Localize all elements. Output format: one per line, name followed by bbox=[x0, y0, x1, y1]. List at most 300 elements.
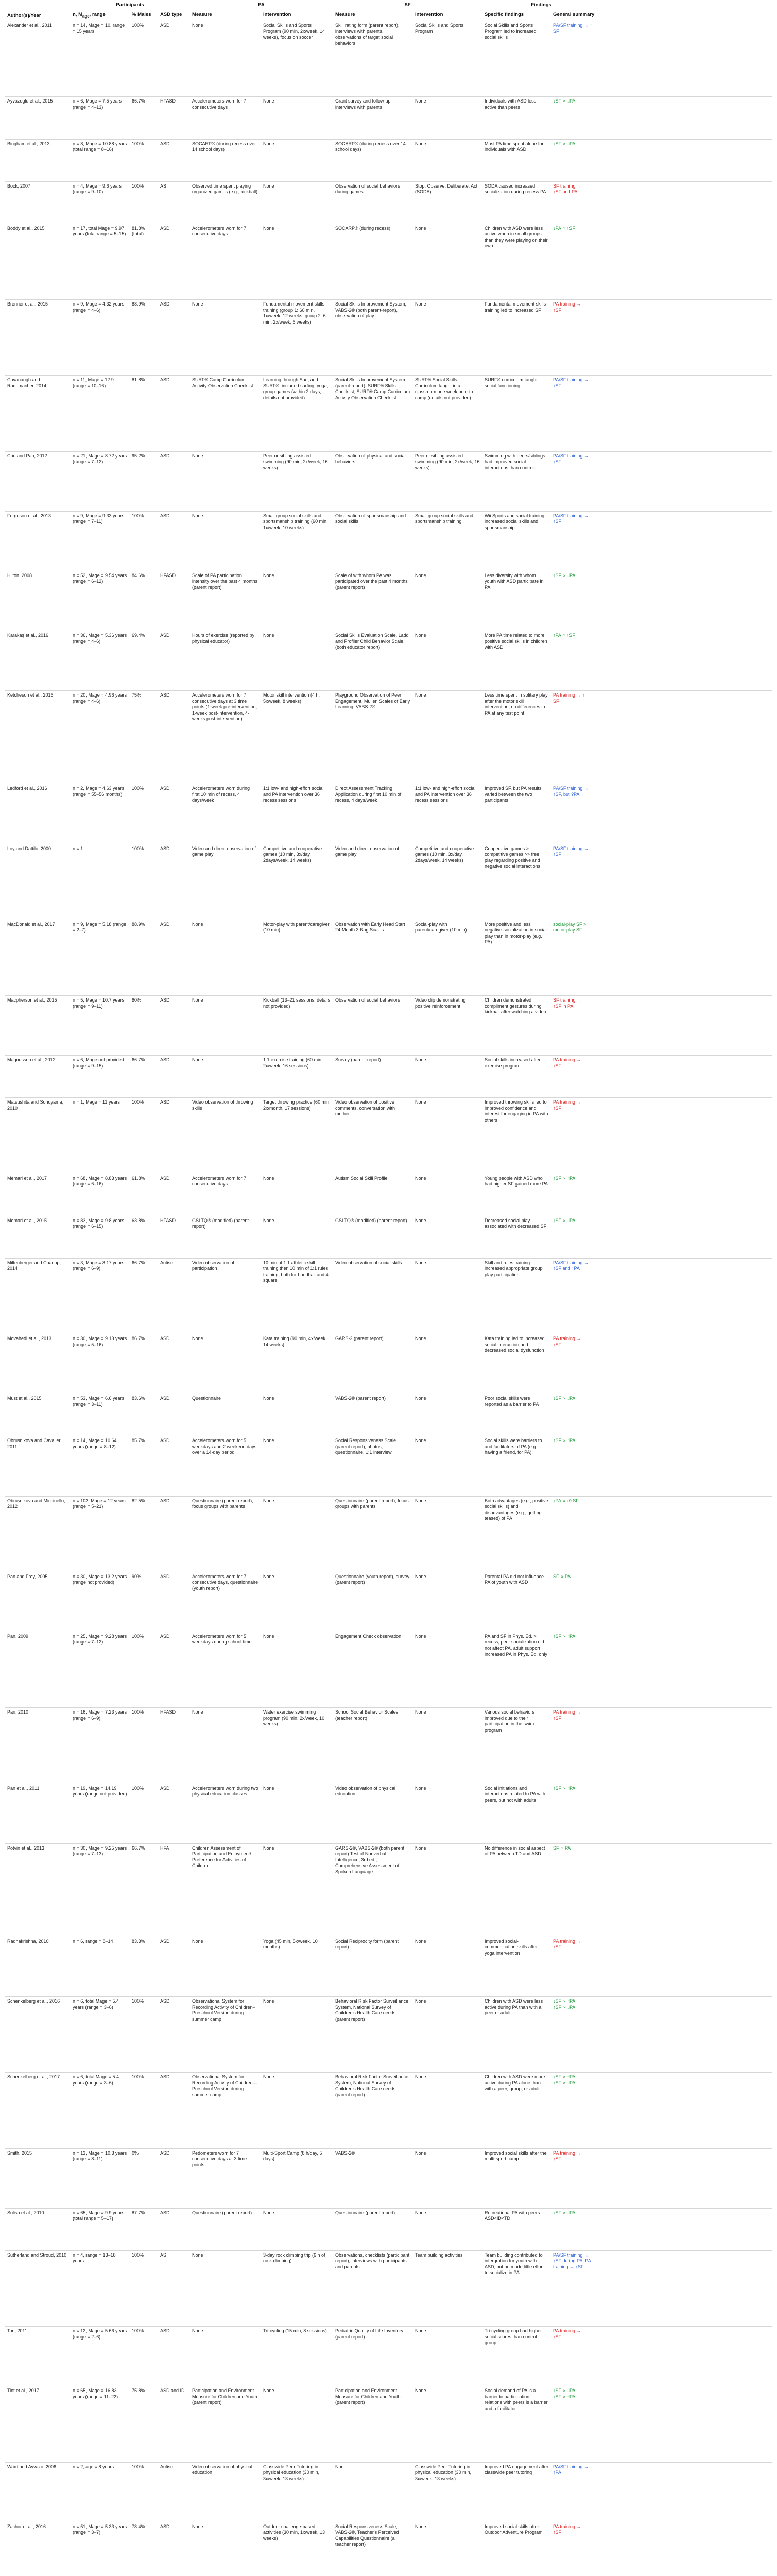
summary-line: SF ∝ PA bbox=[553, 1845, 571, 1851]
sf-measure-cell: Video and direct observation of game play bbox=[335, 845, 399, 857]
page bbox=[5, 0, 772, 2576]
specific-findings-cell: Children with ASD were less active during PA than with a peer or adult bbox=[485, 1998, 543, 2016]
specific-findings-cell: Children with ASD were more active during PA alone than with a peer, group, or adult bbox=[485, 2074, 545, 2092]
author-cell: Pan and Frey, 2005 bbox=[7, 1573, 48, 1579]
summary-line: ↓SF ∝ ↓PA bbox=[553, 1396, 576, 1401]
specific-findings-cell: Cooperative games > competitive games >> free play regarding positive and negative social interactions bbox=[485, 845, 541, 869]
males-cell: 80% bbox=[132, 997, 142, 1003]
pa-intervention-cell: Competitive and cooperative games (10 min, 3x/day, 2days/week, 14 weeks) bbox=[263, 845, 322, 863]
table-row bbox=[5, 1572, 772, 1632]
sf-intervention-cell: Small group social skills and sportsmanship training bbox=[415, 513, 474, 524]
author-cell: Tint et al., 2017 bbox=[7, 2388, 39, 2394]
sf-measure-cell: VABS-2® bbox=[335, 2150, 355, 2156]
asd-type-cell: Autism bbox=[160, 2464, 175, 2469]
summary-line: ↓SF ∝ ↓PA bbox=[553, 572, 576, 578]
specific-findings-cell: Social skills increased after exercise program bbox=[485, 1057, 541, 1069]
specific-findings-cell: Improved throwing skills led to improved confidence and interest for engaging in PA with others bbox=[485, 1099, 548, 1123]
general-summary-cell bbox=[551, 139, 600, 181]
sf-intervention-cell: 1:1 low- and high-effort social and PA intervention over 36 recess sessions bbox=[415, 786, 476, 803]
pa-measure-cell: Accelerometers worn for 7 consecutive days at 3 time points (1-week pre-intervention, 1-week post-intervention, 4-weeks post-intervention) bbox=[192, 692, 257, 722]
table-row bbox=[5, 2327, 772, 2386]
pa-intervention-cell: None bbox=[263, 2210, 274, 2215]
asd-type-cell: ASD bbox=[160, 1336, 170, 1342]
pa-measure-cell: Accelerometers worn during first 10 min of recess, 4 days/week bbox=[192, 786, 250, 803]
summary-line: ↑SF bbox=[553, 1063, 562, 1069]
table-row bbox=[5, 1708, 772, 1784]
summary-line: PA/SF training → bbox=[553, 453, 589, 459]
summary-line: ↓SF ∝ ↓PA bbox=[553, 1217, 576, 1223]
pa-intervention-cell: Learning through Sun, and SURF®, included surfing, yoga, group games (within 2 days, details not provided) bbox=[263, 377, 329, 400]
pa-intervention-cell: None bbox=[263, 1998, 274, 2004]
general-summary-cell bbox=[551, 2148, 600, 2208]
asd-type-cell: ASD bbox=[160, 377, 170, 383]
asd-type-cell: ASD bbox=[160, 997, 170, 1003]
general-summary-cell bbox=[551, 376, 600, 451]
author-cell: Sutherland and Stroud, 2010 bbox=[7, 2252, 67, 2258]
asd-type-cell: ASD bbox=[160, 453, 170, 459]
pa-measure-cell: Children Assessment of Participation and Enjoyment/ Preference for Activities of Children bbox=[192, 1845, 251, 1869]
table-row bbox=[5, 571, 772, 631]
summary-line: SF training → bbox=[553, 997, 582, 1003]
sf-intervention-cell: Social-play with parent/caregiver (10 min) bbox=[415, 921, 467, 933]
author-header: Author(s)/Year bbox=[5, 0, 71, 21]
summary-line: PA training → bbox=[553, 1336, 581, 1342]
author-cell: Loy and Dattilo, 2000 bbox=[7, 845, 51, 851]
summary-line: ↑PA bbox=[553, 2470, 561, 2476]
summary-line: PA/SF training → ↑ SF bbox=[553, 23, 592, 34]
pa-intervention-cell: None bbox=[263, 183, 274, 189]
pa-measure-cell: None bbox=[192, 2252, 203, 2258]
general-summary-cell bbox=[551, 784, 600, 844]
participants-cell: n = 12, Mage = 5.66 years (range = 2–6) bbox=[73, 2328, 127, 2340]
pa-intervention-cell: None bbox=[263, 1175, 274, 1181]
sf-measure-cell: Participation and Environment Measure for Children and Youth (parent report) bbox=[335, 2388, 401, 2405]
table-row bbox=[5, 451, 772, 511]
sf-intervention-cell: Stop, Observe, Deliberate, Act (SODA) bbox=[415, 183, 478, 195]
asd-type-cell: ASD bbox=[160, 2074, 170, 2080]
asd-type-cell: ASD bbox=[160, 1498, 170, 1503]
pa-intervention-cell: Kata training (90 min, 4x/week, 14 weeks) bbox=[263, 1336, 327, 1347]
males-cell: 100% bbox=[132, 23, 144, 28]
author-cell: Pan, 2010 bbox=[7, 1709, 29, 1715]
general-summary-cell bbox=[551, 1258, 600, 1334]
sf-measure-cell: SOCARP® (during recess over 14 school days) bbox=[335, 141, 406, 152]
participants-cell: n = 36, Mage = 5.36 years (range = 4–6) bbox=[73, 633, 127, 644]
sf-measure-cell: Observation of physical and social behaviors bbox=[335, 453, 406, 465]
asd-type-cell: ASD bbox=[160, 1099, 170, 1105]
sf-intervention-cell: Competitive and cooperative games (10 min, 3x/day, 2days/week, 14 weeks) bbox=[415, 845, 474, 863]
participants-cell: n = 30, Mage = 13.2 years (range not provided) bbox=[73, 1573, 127, 1585]
pa-measure-cell: None bbox=[192, 513, 203, 518]
findings-header: Findings bbox=[482, 0, 600, 10]
males-cell: 87.7% bbox=[132, 2210, 145, 2215]
author-cell: Smith, 2015 bbox=[7, 2150, 32, 2156]
table-row bbox=[5, 21, 772, 97]
general-summary-cell bbox=[551, 1436, 600, 1496]
general-summary-cell bbox=[551, 691, 600, 784]
pa-measure-cell: Accelerometers worn for 7 consecutive days bbox=[192, 98, 247, 110]
males-cell: 88.9% bbox=[132, 921, 145, 927]
pa-intervention-cell: Kickball (13–21 sessions, details not provided) bbox=[263, 997, 331, 1009]
general-summary-cell bbox=[551, 1394, 600, 1436]
participants-cell: n = 51, Mage = 5.33 years (range = 3–7) bbox=[73, 2523, 127, 2535]
pa-intervention-cell: None bbox=[263, 1396, 274, 1401]
summary-line: ↑SF bbox=[553, 307, 562, 313]
summary-line: ↓SF ∝ ↓PA bbox=[553, 2388, 576, 2394]
specific-findings-cell: Kata training led to increased social interaction and decreased social dysfunction bbox=[485, 1336, 545, 1353]
pa-measure-cell: None bbox=[192, 2328, 203, 2334]
summary-line: PA/SF training → bbox=[553, 1260, 589, 1265]
participants-cell: n = 1, Mage = 11 years bbox=[73, 1099, 120, 1105]
pa-measure-cell: Accelerometers worn for 7 consecutive days bbox=[192, 225, 247, 237]
pa-intervention-cell: Water exercise swimming program (90 min, 2x/week, 10 weeks) bbox=[263, 1709, 325, 1727]
males-cell: 0% bbox=[132, 2150, 139, 2156]
asd-type-cell: HFA bbox=[160, 1845, 169, 1851]
asd-type-cell: ASD bbox=[160, 786, 170, 791]
pa-measure-cell: None bbox=[192, 453, 203, 459]
table-row bbox=[5, 1843, 772, 1937]
asd-type-cell: AS bbox=[160, 2252, 167, 2258]
table-row bbox=[5, 844, 772, 920]
table-row bbox=[5, 2386, 772, 2462]
summary-line: PA/SF training → bbox=[553, 2252, 589, 2258]
summary-line: ↑SF ∝ ↓PA bbox=[553, 2004, 576, 2010]
sf-intervention-cell: None bbox=[415, 225, 426, 231]
sf-measure-cell: VABS-2® (parent report) bbox=[335, 1396, 386, 1401]
specific-findings-cell: Team building contributed to intergration for youth with ASD, but he made little effort to socialize in PA bbox=[485, 2252, 544, 2276]
general-summary-cell bbox=[551, 451, 600, 511]
general-summary-cell bbox=[551, 2327, 600, 2386]
summary-line: ↑PA ∝ ↓/↑SF bbox=[553, 1498, 579, 1503]
summary-line: motor-play SF bbox=[553, 927, 582, 933]
summary-line: ↑SF ∝ ↑PA bbox=[553, 1785, 576, 1791]
specific-findings-cell: Improved social-communication skills after yoga intervention bbox=[485, 1938, 538, 1956]
pa-measure-cell: Questionnaire (parent report), focus groups with parents bbox=[192, 1498, 253, 1510]
table-row bbox=[5, 1258, 772, 1334]
males-cell: 100% bbox=[132, 2074, 144, 2080]
author-cell: Zachor et al., 2016 bbox=[7, 2523, 46, 2529]
pa-measure-header: Measure bbox=[190, 10, 261, 21]
sf-intervention-header: Intervention bbox=[413, 10, 482, 21]
sf-measure-cell: Observation of social behaviors during games bbox=[335, 183, 400, 195]
summary-line: ↑SF ∝ ↑PA bbox=[553, 2394, 576, 2399]
participants-cell: n = 30, Mage = 9.13 years (range = 5–16) bbox=[73, 1336, 127, 1347]
pa-measure-cell: Questionnaire bbox=[192, 1396, 221, 1401]
pa-intervention-cell: Multi-Sport Camp (8 h/day, 5 days) bbox=[263, 2150, 322, 2162]
author-cell: Boddy et al., 2015 bbox=[7, 225, 45, 231]
table-row bbox=[5, 139, 772, 181]
summary-line: PA/SF training → bbox=[553, 845, 589, 851]
pa-intervention-cell: None bbox=[263, 225, 274, 231]
sf-intervention-cell: None bbox=[415, 572, 426, 578]
males-cell: 66.7% bbox=[132, 1057, 145, 1063]
pa-measure-cell: Video observation of physical education bbox=[192, 2464, 252, 2476]
males-cell: 86.7% bbox=[132, 1336, 145, 1342]
general-summary-header: General summary bbox=[551, 10, 600, 21]
males-cell: 90% bbox=[132, 1573, 142, 1579]
author-cell: Radhakrishna, 2010 bbox=[7, 1938, 49, 1944]
summary-line: ↑SF and PA bbox=[553, 189, 578, 195]
specific-findings-cell: Parental PA did not influence PA of youth with ASD bbox=[485, 1573, 544, 1585]
general-summary-cell bbox=[551, 1334, 600, 1394]
general-summary-cell bbox=[551, 300, 600, 376]
participants-cell: n = 17, total Mage = 9.97 years (total range = 5–15) bbox=[73, 225, 126, 237]
pa-intervention-cell: None bbox=[263, 98, 274, 104]
table-row bbox=[5, 2522, 772, 2576]
participants-cell: n = 8, Mage = 10.88 years (total range = 8–16) bbox=[73, 141, 127, 152]
author-cell: Bingham et al., 2013 bbox=[7, 141, 50, 146]
summary-line: ↑SF bbox=[553, 1342, 562, 1347]
pa-measure-cell: None bbox=[192, 1709, 203, 1715]
sf-measure-cell: Behavioral Risk Factor Surveillance System, National Survey of Children's Health Care needs (parent report) bbox=[335, 1998, 409, 2022]
general-summary-cell bbox=[551, 571, 600, 631]
sf-measure-cell: Questionnaire (parent report) bbox=[335, 2210, 395, 2215]
summary-line: ↑SF bbox=[553, 1944, 562, 1950]
table-row bbox=[5, 691, 772, 784]
participants-cell: n = 3, Mage = 8.17 years (range = 6–9) bbox=[73, 1260, 125, 1272]
participants-cell: n = 6, range = 8–14 bbox=[73, 1938, 113, 1944]
asd-type-cell: HFASD bbox=[160, 1217, 176, 1223]
sf-intervention-cell: None bbox=[415, 1633, 426, 1639]
sf-intervention-cell: Team building activities bbox=[415, 2252, 463, 2258]
pa-measure-cell: None bbox=[192, 301, 203, 307]
sf-intervention-cell: SURF® Social Skills Curriculum taught in a classroom one week prior to camp (details not provided) bbox=[415, 377, 473, 400]
n-age-header: n, $M_{age}$, range bbox=[71, 10, 130, 21]
pa-intervention-cell: Outdoor challenge-based activities (30 min, 1x/week, 13 weeks) bbox=[263, 2523, 325, 2541]
pa-intervention-cell: 3-day rock climbing trip (6 h of rock climbing) bbox=[263, 2252, 325, 2264]
participants-cell: n = 13, Mage = 10.3 years (range = 8–11) bbox=[73, 2150, 127, 2162]
sf-measure-cell: None bbox=[335, 2464, 347, 2469]
males-cell: 84.6% bbox=[132, 572, 145, 578]
general-summary-cell bbox=[551, 1056, 600, 1098]
author-cell: Magnusson et al., 2012 bbox=[7, 1057, 56, 1063]
table-row bbox=[5, 376, 772, 451]
author-cell: Tan, 2011 bbox=[7, 2328, 27, 2334]
sf-measure-header: Measure bbox=[333, 10, 413, 21]
summary-line: PA training → bbox=[553, 1709, 581, 1715]
males-cell: 66.7% bbox=[132, 98, 145, 104]
sf-measure-cell: Questionnaire (youth report), survey (parent report) bbox=[335, 1573, 410, 1585]
asd-type-cell: HFASD bbox=[160, 572, 176, 578]
summary-line: ↓SF ∝ ↑PA bbox=[553, 1998, 576, 2004]
table-row bbox=[5, 1496, 772, 1572]
sf-measure-cell: Scale of with whom PA was participated over the past 4 months (parent report) bbox=[335, 572, 408, 590]
summary-line: ↑SF bbox=[553, 852, 562, 857]
asd-type-cell: ASD bbox=[160, 1396, 170, 1401]
males-cell: 85.7% bbox=[132, 1438, 145, 1444]
participants-cell: n = 6, Mage not provided (range = 9–15) bbox=[73, 1057, 124, 1069]
author-cell: Memari et al., 2017 bbox=[7, 1175, 47, 1181]
sf-intervention-cell: None bbox=[415, 1057, 426, 1063]
specific-findings-cell: Social Skills and Sports Program led to increased social skills bbox=[485, 23, 537, 40]
pa-measure-cell: Video observation of throwing skills bbox=[192, 1099, 253, 1111]
sf-intervention-cell: None bbox=[415, 1785, 426, 1791]
pa-intervention-cell: None bbox=[263, 1498, 274, 1503]
sf-measure-cell: Social Skills Evaluation Scale, Ladd and Profiler Child Behavior Scale (both educator report) bbox=[335, 633, 409, 650]
asd-type-cell: ASD bbox=[160, 2523, 170, 2529]
author-cell: Schenkelberg et al., 2016 bbox=[7, 1998, 60, 2004]
summary-line: ↑SF ∝ ↓PA bbox=[553, 2080, 576, 2086]
pa-header: PA bbox=[190, 0, 333, 10]
males-cell: 100% bbox=[132, 1099, 144, 1105]
summary-line: ↓SF ∝ ↓PA bbox=[553, 98, 576, 104]
participants-cell: n = 65, Mage = 16.83 years (range = 11–22) bbox=[73, 2388, 118, 2399]
sf-measure-cell: School Social Behavior Scales (teacher report) bbox=[335, 1709, 399, 1721]
specific-findings-cell: Less diversity with whom youth with ASD participate in PA bbox=[485, 572, 544, 590]
sf-intervention-cell: None bbox=[415, 1998, 426, 2004]
general-summary-cell bbox=[551, 1572, 600, 1632]
table-row bbox=[5, 784, 772, 844]
sf-intervention-cell: None bbox=[415, 1217, 426, 1223]
sf-intervention-cell: None bbox=[415, 2074, 426, 2080]
general-summary-cell bbox=[551, 2462, 600, 2522]
general-summary-cell bbox=[551, 631, 600, 691]
summary-line: ↑SF in PA bbox=[553, 1003, 574, 1009]
author-cell: Obrusnikova and Miccinello, 2012 bbox=[7, 1498, 65, 1510]
table-row bbox=[5, 2073, 772, 2148]
specific-findings-cell: Wii Sports and social training increased social skills and sportsmanship bbox=[485, 513, 545, 530]
participants-cell: n = 68, Mage = 8.83 years (range = 6–16) bbox=[73, 1175, 127, 1187]
summary-line: ↓SF ∝ ↑PA bbox=[553, 2074, 576, 2080]
asd-type-cell: HFASD bbox=[160, 98, 176, 104]
sf-intervention-cell: None bbox=[415, 1396, 426, 1401]
specific-findings-cell: Improved social skills after Outdoor Adventure Program bbox=[485, 2523, 543, 2535]
summary-line: training → ↑SF bbox=[553, 2264, 584, 2269]
table-row bbox=[5, 1216, 772, 1258]
general-summary-cell bbox=[551, 1997, 600, 2073]
sf-intervention-cell: Social Skills and Sports Program bbox=[415, 23, 464, 34]
participants-cell: n = 21, Mage = 8.72 years (range = 7–12) bbox=[73, 453, 127, 465]
general-summary-cell bbox=[551, 1174, 600, 1216]
sf-intervention-cell: None bbox=[415, 1438, 426, 1444]
sf-intervention-cell: None bbox=[415, 1260, 426, 1265]
participants-cell: n = 6, Mage = 7.5 years (range = 4–13) bbox=[73, 98, 122, 110]
pa-intervention-cell: Target throwing practice (60 min, 2x/month, 17 sessions) bbox=[263, 1099, 331, 1111]
specific-findings-cell: Improved PA engagement after classwide peer tutoring bbox=[485, 2464, 548, 2476]
pa-intervention-cell: Classwide Peer Tutoring in physical education (30 min, 3x/week, 13 weeks) bbox=[263, 2464, 320, 2481]
table-row bbox=[5, 1784, 772, 1843]
pa-measure-cell: None bbox=[192, 23, 203, 28]
author-cell: Alexander et al., 2011 bbox=[7, 23, 52, 28]
sf-intervention-cell: None bbox=[415, 1099, 426, 1105]
pa-intervention-cell: Motor skill intervention (4 h, 5x/week, 8 weeks) bbox=[263, 692, 320, 704]
pa-intervention-cell: Peer or sibling assisted swimming (90 min, 2x/week, 16 weeks) bbox=[263, 453, 328, 470]
sf-intervention-cell: Classwide Peer Tutoring in physical education (30 min, 3x/week, 13 weeks) bbox=[415, 2464, 472, 2481]
pa-measure-cell: SURF® Camp Curriculum Activity Observation Checklist bbox=[192, 377, 253, 388]
sf-measure-cell: Direct Assessment Tracking Application during first 10 min of recess, 4 days/week bbox=[335, 786, 402, 803]
pa-measure-cell: Observational System for Recording Activity of Children–Preschool Version during summer camp bbox=[192, 1998, 255, 2022]
participants-cell: n = 53, Mage = 6.6 years (range = 3–11) bbox=[73, 1396, 125, 1407]
sf-measure-cell: Social Skills Improvement System, VABS-2® (both parent-report), observation of play bbox=[335, 301, 407, 319]
asd-type-cell: ASD bbox=[160, 1573, 170, 1579]
author-cell: Schenkelberg et al., 2017 bbox=[7, 2074, 60, 2080]
summary-line: PA/SF training → bbox=[553, 377, 589, 383]
males-cell: 100% bbox=[132, 2328, 144, 2334]
asd-type-cell: ASD bbox=[160, 2150, 170, 2156]
author-cell: Matsushita and Sonoyama, 2010 bbox=[7, 1099, 64, 1111]
asd-type-cell: ASD bbox=[160, 1633, 170, 1639]
pa-measure-cell: Video and direct observation of game play bbox=[192, 845, 256, 857]
males-cell: 100% bbox=[132, 183, 144, 189]
participants-cell: n = 9, Mage = 5.18 (range = 2–7) bbox=[73, 921, 127, 933]
sf-measure-cell: Engagement Check observation bbox=[335, 1633, 402, 1639]
sf-measure-cell: Social Reciprocity form (parent report) bbox=[335, 1938, 399, 1950]
author-cell: MacDonald et al., 2017 bbox=[7, 921, 55, 927]
males-cell: 100% bbox=[132, 2252, 144, 2258]
males-cell: 75% bbox=[132, 692, 142, 698]
asd-type-cell: ASD bbox=[160, 1438, 170, 1444]
sf-measure-cell: Social Responsiveness Scale (parent report), photos, questionnaire, 1:1 interview bbox=[335, 1438, 396, 1455]
specific-findings-cell: Recreational PA with peers: ASD<ID<TD bbox=[485, 2210, 541, 2222]
specific-findings-cell: Less time spent in solitary play after the motor skill intervention, no differences in PA at any test point bbox=[485, 692, 548, 716]
asd-type-cell: ASD bbox=[160, 1785, 170, 1791]
summary-line: social-play SF > bbox=[553, 921, 586, 927]
pa-intervention-cell: 1:1 exercise training (60 min, 2x/week, 16 sessions) bbox=[263, 1057, 323, 1069]
author-cell: Movahedi et al., 2013 bbox=[7, 1336, 52, 1342]
sf-measure-cell: Autism Social Skill Profile bbox=[335, 1175, 388, 1181]
participants-cell: n = 6, total Mage = 5.4 years (range = 3–6) bbox=[73, 1998, 119, 2010]
table-row bbox=[5, 920, 772, 995]
sf-intervention-cell: None bbox=[415, 1498, 426, 1503]
pa-intervention-cell: Motor-play with parent/caregiver (10 min) bbox=[263, 921, 330, 933]
sf-measure-cell: Observation with Early Head Start 24-Month 3-Bag Scales bbox=[335, 921, 405, 933]
asd-type-cell: ASD bbox=[160, 692, 170, 698]
specific-findings-cell: Social initiations and interactions related to PA with peers, but not with adults bbox=[485, 1785, 545, 1803]
pa-intervention-cell: None bbox=[263, 633, 274, 638]
author-cell: Macpherson et al., 2015 bbox=[7, 997, 57, 1003]
table-row bbox=[5, 300, 772, 376]
summary-line: ↑SF bbox=[553, 1105, 562, 1111]
sf-intervention-cell: None bbox=[415, 1709, 426, 1715]
specific-findings-cell: Decreased social play associated with decreased SF bbox=[485, 1217, 547, 1229]
specific-findings-cell: Improved SF, but PA results varied between the two participants bbox=[485, 786, 542, 803]
author-cell: Ferguson et al., 2013 bbox=[7, 513, 51, 518]
participants-cell: n = 4, range = 13–18 years bbox=[73, 2252, 116, 2264]
participants-cell: n = 2, Mage = 4.63 years (range = 55–56 months) bbox=[73, 786, 125, 797]
sf-measure-cell: Observations, checklists (participant report), interviews with participants and parents bbox=[335, 2252, 410, 2269]
males-cell: 63.8% bbox=[132, 1217, 145, 1223]
author-cell: Ledford et al., 2016 bbox=[7, 786, 47, 791]
specific-findings-cell: No difference in social aspect of PA between TD and ASD bbox=[485, 1845, 545, 1857]
sf-intervention-cell: None bbox=[415, 2150, 426, 2156]
males-cell: 100% bbox=[132, 1709, 144, 1715]
author-cell: Miltenberger and Charlop, 2014 bbox=[7, 1260, 61, 1272]
sf-intervention-cell: None bbox=[415, 2523, 426, 2529]
summary-line: PA training → bbox=[553, 301, 581, 307]
asd-type-cell: Autism bbox=[160, 1260, 175, 1265]
summary-line: ↑SF bbox=[553, 2334, 562, 2340]
table-header bbox=[5, 0, 772, 21]
asd-type-cell: ASD bbox=[160, 301, 170, 307]
asd-type-cell: ASD bbox=[160, 2210, 170, 2215]
general-summary-cell bbox=[551, 1098, 600, 1174]
specific-findings-cell: Young people with ASD who had higher SF gained more PA bbox=[485, 1175, 548, 1187]
asd-type-cell: ASD bbox=[160, 1998, 170, 2004]
males-cell: 75.8% bbox=[132, 2388, 145, 2394]
pa-measure-cell: Pedometers worn for 7 consecutive days at 3 time points bbox=[192, 2150, 247, 2167]
pa-measure-cell: Participation and Environment Measure for Children and Youth (parent report) bbox=[192, 2388, 257, 2405]
sf-measure-cell: Social Skills Improvement System (parent-report), SURF® Skills Checklist, SURF® Camp Curriculum Activity Observation Checklist bbox=[335, 377, 410, 400]
participants-cell: n = 4, Mage = 9.6 years (range = 9–10) bbox=[73, 183, 122, 195]
asd-type-cell: ASD bbox=[160, 633, 170, 638]
asd-type-cell: ASD bbox=[160, 2328, 170, 2334]
summary-line: PA/SF training → bbox=[553, 513, 589, 518]
asd-type-cell: ASD bbox=[160, 845, 170, 851]
summary-line: PA training → ↑ bbox=[553, 692, 585, 698]
author-cell: Pan et al., 2011 bbox=[7, 1785, 40, 1791]
summary-line: PA training → bbox=[553, 2523, 581, 2529]
specific-findings-cell: Individuals with ASD less active than peers bbox=[485, 98, 537, 110]
